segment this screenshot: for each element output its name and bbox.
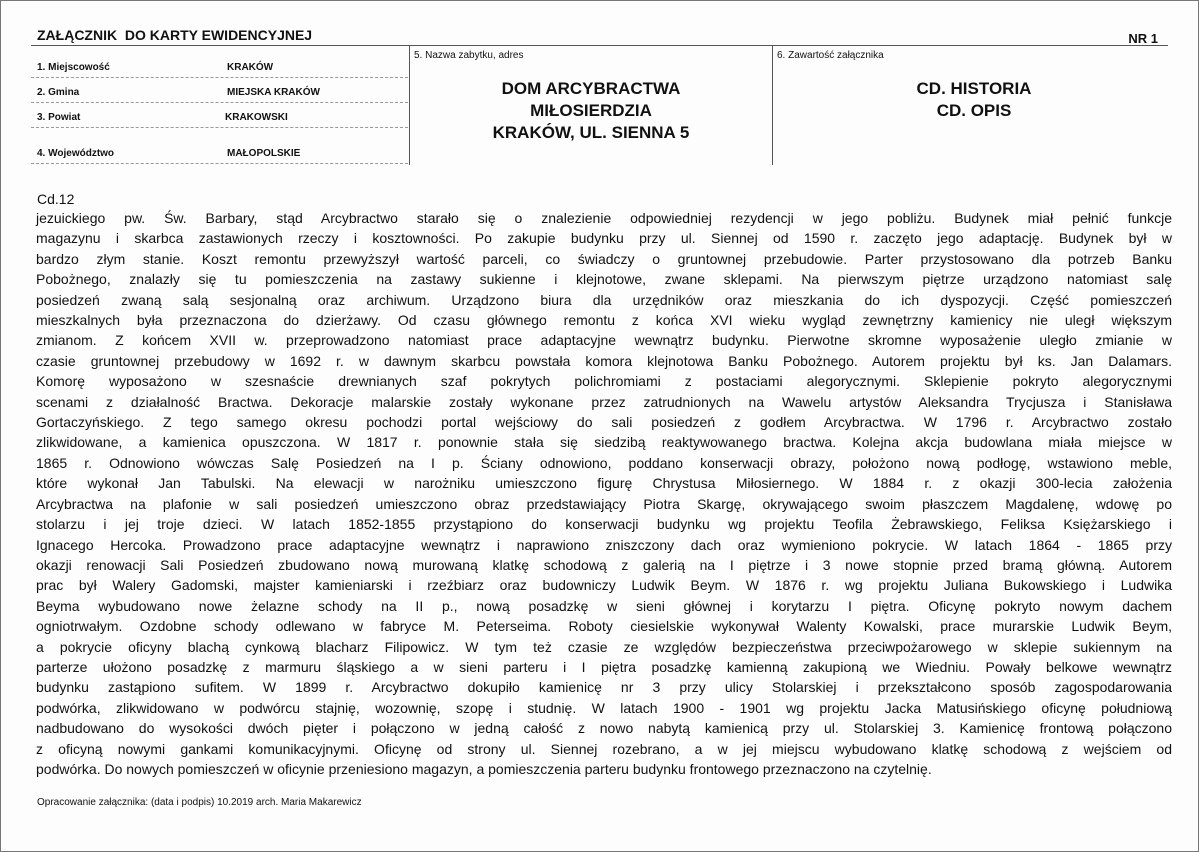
body-line: a pokrycie oficyny blachą cynkową blacharz Filipowicz. W tym też czasie ze względów bezpieczeństwa przeciwpożarowego w sklepie sukiennym na	[36, 638, 1172, 655]
contents-label: 6. Zawartość załącznika	[777, 50, 884, 61]
field-row-county	[31, 104, 408, 128]
body-line: posiedzeń zwaną salą sesjonalną oraz archiwum. Urządzono biura dla urzędników oraz mieszkania do ich dyspozycji. Część pomieszczeń	[36, 291, 1172, 308]
body-line: parterze ułożono posadzkę z marmuru śląskiego a w sieni parteru i I piętra posadzkę kamienną zakupioną we Wiedniu. Powały belkowe wewnątrz	[36, 658, 1172, 675]
field-value: MAŁOPOLSKIE	[227, 148, 301, 159]
monument-label: 5. Nazwa zabytku, adres	[414, 50, 524, 61]
field-label: 2. Gmina	[37, 87, 80, 98]
body-line: Gortaczyńskiego. Z tego samego okresu pochodzi portal wejściowy do sali posiedzeń z godłem Arcybractwa. W 1796 r. Arcybractwo zostało	[36, 414, 1172, 431]
body-line: czasie gruntownej przebudowy w 1692 r. w dawnym skarbcu powstała komora klejnotowa Banku Pobożnego. Autorem projektu był ks. Jan Dalamars.	[36, 352, 1172, 369]
field-value: KRAKOWSKI	[225, 112, 288, 123]
body-line: Arcybractwa na plafonie w sali posiedzeń umieszczono obraz przedstawiający Piotra Skargę, okrywającego swoim płaszczem Magdalenę, wdowę po	[36, 495, 1172, 512]
body-line: mieszkalnych była przeznaczona do dzierżawy. Od czasu głównego remontu z końca XVI wieku wygląd zewnętrzny kamienicy nie uległ większym	[36, 312, 1172, 329]
body-line: stolarzu i jej troje dzieci. W latach 1852-1855 przystąpiono do konserwacji budynku wg projektu Teofila Żebrawskiego, Feliksa Księżarskiego i	[36, 516, 1172, 533]
field-label: 4. Województwo	[37, 148, 115, 159]
field-label: 3. Powiat	[37, 112, 81, 123]
monument-line: KRAKÓW, UL. SIENNA 5	[492, 123, 690, 142]
body-line: które wykonał Jan Tabulski. Na elewacji w narożniku umieszczono figurę Chrystusa Miłosiernego. W 1884 r. z okazji 300-lecia założenia	[36, 475, 1172, 492]
body-line: zlikwidowane, a kamienica opuszczona. W 1817 r. ponownie stała się siedzibą reaktywowanego bractwa. Kolejna akcja budowlana miała miejsce w	[36, 434, 1172, 451]
section-heading: Cd.12	[37, 191, 75, 207]
body-line: podwórka. Do nowych pomieszczeń w oficynie przeniesiono magazyn, a pomieszczenia parteru budynku frontowego przeznaczono na czytelnię.	[36, 760, 932, 777]
body-line: z oficyną nowymi gankami komunikacyjnymi. Oficynę od strony ul. Siennej rozebrano, a w jej miejscu wybudowano klatkę schodową z wejściem od	[36, 740, 1172, 757]
body-line: Komorę wyposażono w szesnaście drewnianych szaf pokrytych polichromiami z postaciami alegorycznymi. Sklepienie pokryto alegorycznymi	[36, 373, 1172, 390]
body-line: bardzo złym stanie. Koszt remontu przewyższył wartość parceli, co świadczy o gruntownej przebudowie. Parter przystosowano dla potrzeb Banku	[36, 250, 1172, 267]
monument-name	[411, 78, 771, 144]
body-line: podwórka, zlikwidowano w podwórcu stajnię, wozownię, szopę i studnię. W latach 1900 - 1901 wg projektu Jacka Matusińskiego oficynę południową	[36, 699, 1172, 716]
contents-line: CD. OPIS	[936, 101, 1012, 120]
monument-line: DOM ARCYBRACTWA	[501, 79, 681, 98]
field-row-commune	[31, 79, 408, 103]
monument-line: MIŁOSIERDZIA	[530, 101, 652, 120]
body-line: magazynu i skarbca zastawionych rzeczy i kosztowności. Po zakupie budynku przy ul. Siennej od 1590 r. zaczęto jego adaptację. Budynek był w	[36, 230, 1172, 247]
body-line: ogniotrwałym. Ozdobne schody odlewano w fabryce M. Peterseima. Roboty ciesielskie wykonywał Walenty Kowalski, prace murarskie Ludwik Beym,	[36, 618, 1172, 635]
field-row-voivodeship	[31, 140, 408, 164]
column-divider	[772, 45, 773, 165]
body-line: nadbudowano do wysokości dwóch pięter i połączono w jedną całość z nowo nabytą kamienicą przy ul. Stolarskiej 3. Kamienicę frontową połączono	[36, 720, 1172, 737]
contents-line: CD. HISTORIA	[916, 79, 1032, 98]
footer-note: Opracowanie załącznika: (data i podpis) 10.2019 arch. Maria Makarewicz	[37, 797, 362, 808]
field-label: 1. Miejscowość	[37, 62, 110, 73]
document-number: NR 1	[1128, 31, 1158, 46]
body-line: jezuickiego pw. Św. Barbary, stąd Arcybractwo starało się o znalezienie odpowiedniej rezydencji w jego pobliżu. Budynek miał pełnić funkcje	[36, 210, 1172, 226]
body-line: scenami z działalność Bractwa. Dekoracje malarskie zostały wykonane przez zatrudnionych na Wawelu artystów Aleksandra Trycjusza i Stanisława	[36, 393, 1172, 410]
body-text	[36, 208, 1172, 779]
field-value: MIEJSKA KRAKÓW	[227, 87, 320, 98]
body-line: Ignacego Hercoka. Prowadzono prace adaptacyjne wewnątrz i naprawiono zniszczony dach oraz wymieniono pokrycie. W latach 1864 - 1865 przy	[36, 536, 1172, 553]
body-line: Pobożnego, znalazły się tu pomieszczenia na zastawy sukienne i klejnotowe, zwane sklepami. Na pierwszym piętrze urządzono natomiast salę	[36, 271, 1172, 288]
document-title: ZAŁĄCZNIK DO KARTY EWIDENCYJNEJ	[37, 27, 313, 43]
body-line: Beyma wybudowano nowe żelazne schody na II p., nową posadzkę w sieni głównej i korytarzu I piętra. Oficynę pokryto nowym dachem	[36, 597, 1172, 614]
field-value: KRAKÓW	[227, 62, 274, 73]
field-row-locality	[31, 54, 408, 78]
body-line: okazji renowacji Sali Posiedzeń zbudowano nową murowaną klatkę schodową z galerią na I piętrze i 3 nowe stopnie przed bramą główną. Autorem	[36, 556, 1172, 573]
body-line: budynku zastąpiono sufitem. W 1899 r. Arcybractwo dokupiło kamienicę nr 3 przy ulicy Stolarskiej i przekształcono sposób zagospodarowania	[36, 679, 1172, 696]
body-line: prac był Walery Gadomski, majster kamieniarski i rzeźbiarz oraz budowniczy Ludwik Beym. W 1876 r. wg projektu Juliana Bukowskiego i Ludwika	[36, 577, 1172, 594]
body-line: 1865 r. Odnowiono wówczas Salę Posiedzeń na I p. Ściany odnowiono, poddano konserwacji obrazy, położono nową podłogę, wstawiono meble,	[36, 454, 1172, 471]
body-line: zmianom. Z końcem XVII w. przeprowadzono natomiast prace adaptacyjne wewnątrz budynku. Pierwotne skromne wyposażenie uległo zmianie w	[36, 332, 1172, 349]
column-divider	[409, 45, 410, 165]
header-divider	[31, 45, 1168, 46]
contents-list	[774, 78, 1174, 122]
